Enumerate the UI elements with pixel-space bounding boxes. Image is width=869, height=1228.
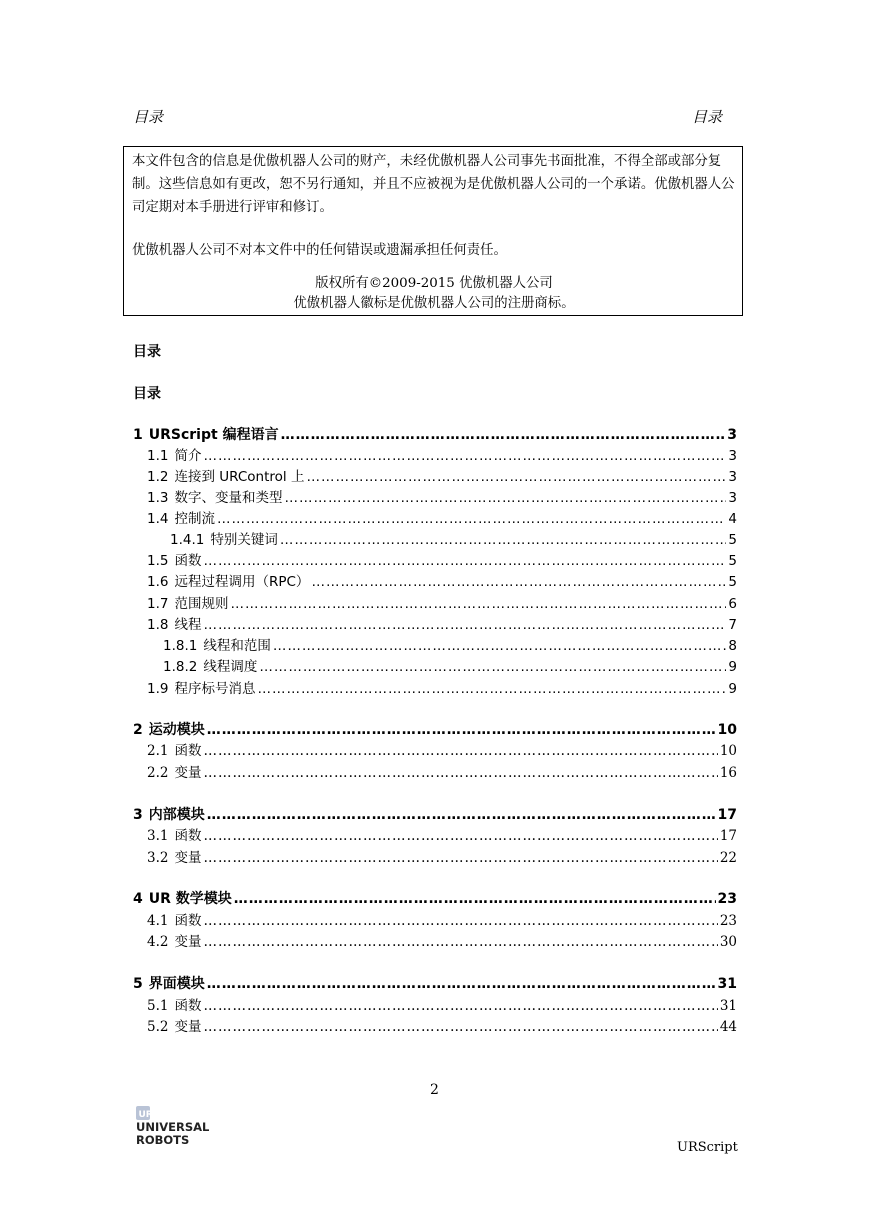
toc-entry-5[interactable] [133, 974, 737, 994]
toc-entry-number: 5.2 [147, 1019, 169, 1035]
toc-entry-title: 控制流 [174, 511, 215, 527]
toc-entry-page: 3 [728, 469, 737, 485]
toc-entry-page: 23 [719, 913, 737, 929]
toc-dot-leader [217, 509, 726, 529]
toc-entry-number: 1.5 [147, 553, 169, 569]
toc-entry-page: 3 [728, 490, 737, 506]
toc-entry-number: 1.8 [147, 617, 169, 633]
toc-dot-leader [230, 594, 726, 614]
toc-entry-1-6[interactable] [147, 572, 737, 592]
toc-entry-number: 2.2 [147, 765, 169, 781]
toc-entry-number: 4 [133, 891, 143, 907]
toc-entry-page: 4 [728, 511, 737, 527]
toc-entry-page: 23 [717, 891, 737, 907]
toc-entry-1-8[interactable] [147, 615, 737, 635]
toc-dot-leader [284, 488, 726, 508]
toc-heading-1: 目录 [133, 344, 161, 360]
toc-entry-number: 1.4 [147, 511, 169, 527]
toc-entry-1-7[interactable] [147, 594, 737, 614]
toc-entry-page: 17 [719, 828, 737, 844]
toc-entry-title: 线程 [174, 617, 202, 633]
running-header-left: 目录 [133, 108, 164, 126]
toc-dot-leader [203, 763, 717, 783]
toc-entry-number: 1.8.2 [163, 659, 198, 675]
toc-entry-1-2[interactable] [147, 467, 737, 487]
toc-entry-title: 变量 [174, 934, 202, 950]
logo-text-universal: UNIVERSAL [136, 1120, 210, 1134]
toc-entry-title: 变量 [174, 850, 202, 866]
toc-entry-title: 线程调度 [203, 659, 258, 675]
toc-entry-number: 1.1 [147, 448, 169, 464]
toc-entry-2-1[interactable] [147, 741, 737, 761]
toc-entry-number: 5 [133, 976, 143, 992]
toc-entry-number: 3.1 [147, 828, 169, 844]
toc-entry-title: 界面模块 [148, 976, 205, 992]
toc-entry-number: 2 [133, 722, 143, 738]
toc-entry-page: 5 [728, 574, 737, 590]
toc-entry-number: 1.3 [147, 490, 169, 506]
toc-dot-leader [234, 889, 716, 909]
toc-entry-title: 连接到 URControl 上 [174, 469, 305, 485]
toc-entry-page: 10 [717, 722, 737, 738]
toc-entry-number: 3 [133, 807, 143, 823]
toc-entry-title: 特别关键词 [210, 532, 278, 548]
toc-dot-leader [311, 572, 726, 592]
toc-entry-page: 3 [727, 427, 737, 443]
toc-dot-leader [203, 446, 726, 466]
toc-dot-leader [273, 636, 727, 656]
toc-entry-number: 3.2 [147, 850, 169, 866]
page-number: 2 [430, 1082, 439, 1098]
toc-dot-leader [306, 467, 726, 487]
toc-entry-title: 变量 [174, 1019, 202, 1035]
toc-entry-page: 44 [719, 1019, 737, 1035]
toc-entry-title: 线程和范围 [203, 638, 271, 654]
document-name: URScript [677, 1140, 738, 1155]
running-header-right: 目录 [692, 108, 723, 126]
svg-text:UR: UR [138, 1110, 153, 1120]
toc-entry-title: URScript 编程语言 [148, 427, 279, 443]
toc-entry-page: 9 [728, 681, 737, 697]
toc-entry-page: 9 [728, 659, 737, 675]
toc-entry-number: 1.4.1 [170, 532, 205, 548]
toc-dot-leader [280, 530, 727, 550]
toc-dot-leader [203, 911, 717, 931]
toc-dot-leader [203, 996, 717, 1016]
toc-entry-1-8-1[interactable] [163, 636, 737, 656]
toc-entry-page: 30 [719, 934, 737, 950]
notice-paragraph-1: 本文件包含的信息是优傲机器人公司的财产，未经优傲机器人公司事先书面批准，不得全部或部分复制。这些信息如有更改，恕不另行通知，并且不应被视为是优傲机器人公司的一个承诺。优傲机器人公司定期对本手册进行评审和修订。 [132, 154, 735, 215]
toc-entry-title: 范围规则 [174, 596, 229, 612]
toc-dot-leader [207, 974, 716, 994]
toc-entry-number: 4.2 [147, 934, 169, 950]
toc-entry-1-3[interactable] [147, 488, 737, 508]
toc-entry-1-9[interactable] [147, 679, 737, 699]
toc-dot-leader [203, 1017, 717, 1037]
toc-entry-page: 7 [728, 617, 737, 633]
toc-dot-leader [203, 932, 717, 952]
toc-entry-3-2[interactable] [147, 848, 737, 868]
toc-entry-5-1[interactable] [147, 996, 737, 1016]
toc-entry-title: 内部模块 [148, 807, 205, 823]
toc-dot-leader [203, 848, 717, 868]
toc-entry-1[interactable] [133, 425, 737, 445]
toc-dot-leader [257, 679, 726, 699]
toc-entry-number: 1.9 [147, 681, 169, 697]
toc-entry-page: 31 [719, 998, 737, 1014]
toc-dot-leader [259, 657, 726, 677]
toc-entry-number: 1.7 [147, 596, 169, 612]
toc-entry-number: 2.1 [147, 743, 169, 759]
toc-entry-title: 数字、变量和类型 [174, 490, 283, 506]
toc-entry-page: 3 [728, 448, 737, 464]
toc-entry-2-2[interactable] [147, 763, 737, 783]
copyright-notice-box [123, 146, 743, 316]
toc-entry-page: 31 [717, 976, 737, 992]
toc-entry-3-1[interactable] [147, 826, 737, 846]
toc-entry-5-2[interactable] [147, 1017, 737, 1037]
ur-logo-icon [136, 1106, 236, 1148]
toc-entry-page: 5 [728, 553, 737, 569]
toc-entry-page: 6 [728, 596, 737, 612]
toc-entry-number: 1 [133, 427, 143, 443]
toc-entry-1-1[interactable] [147, 446, 737, 466]
toc-entry-4-1[interactable] [147, 911, 737, 931]
toc-entry-title: 变量 [174, 765, 202, 781]
toc-entry-number: 1.6 [147, 574, 169, 590]
toc-entry-title: 函数 [174, 553, 202, 569]
toc-entry-page: 22 [719, 850, 737, 866]
trademark-line: 优傲机器人徽标是优傲机器人公司的注册商标。 [293, 296, 575, 311]
toc-entry-page: 10 [719, 743, 737, 759]
toc-entry-title: 函数 [174, 913, 202, 929]
toc-dot-leader [203, 741, 717, 761]
toc-entry-page: 5 [728, 532, 737, 548]
toc-entry-title: UR 数学模块 [148, 891, 232, 907]
toc-entry-number: 5.1 [147, 998, 169, 1014]
toc-dot-leader [207, 720, 716, 740]
toc-entry-title: 远程过程调用（RPC） [174, 574, 310, 590]
toc-dot-leader [203, 551, 726, 571]
notice-paragraph-2: 优傲机器人公司不对本文件中的任何错误或遗漏承担任何责任。 [132, 243, 507, 258]
toc-entry-2[interactable] [133, 720, 737, 740]
toc-entry-4-2[interactable] [147, 932, 737, 952]
toc-entry-1-4[interactable] [147, 509, 737, 529]
logo-text-robots: ROBOTS [136, 1133, 190, 1147]
toc-entry-number: 1.2 [147, 469, 169, 485]
toc-entry-3[interactable] [133, 805, 737, 825]
toc-entry-1-4-1[interactable] [170, 530, 737, 550]
toc-dot-leader [203, 615, 726, 635]
universal-robots-logo [136, 1106, 236, 1152]
toc-entry-1-8-2[interactable] [163, 657, 737, 677]
toc-entry-page: 16 [719, 765, 737, 781]
toc-heading-2: 目录 [133, 386, 161, 402]
toc-entry-title: 简介 [174, 448, 202, 464]
toc-dot-leader [207, 805, 716, 825]
toc-entry-number: 4.1 [147, 913, 169, 929]
toc-entry-page: 17 [717, 807, 737, 823]
toc-entry-number: 1.8.1 [163, 638, 198, 654]
toc-entry-title: 程序标号消息 [174, 681, 256, 697]
copyright-line: 版权所有©2009-2015 优傲机器人公司 [315, 276, 553, 291]
toc-entry-title: 函数 [174, 743, 202, 759]
toc-entry-title: 函数 [174, 998, 202, 1014]
toc-entry-title: 运动模块 [148, 722, 205, 738]
toc-entry-4[interactable] [133, 889, 737, 909]
toc-dot-leader [203, 826, 717, 846]
toc-dot-leader [281, 425, 726, 445]
toc-entry-page: 8 [728, 638, 737, 654]
toc-entry-title: 函数 [174, 828, 202, 844]
toc-entry-1-5[interactable] [147, 551, 737, 571]
